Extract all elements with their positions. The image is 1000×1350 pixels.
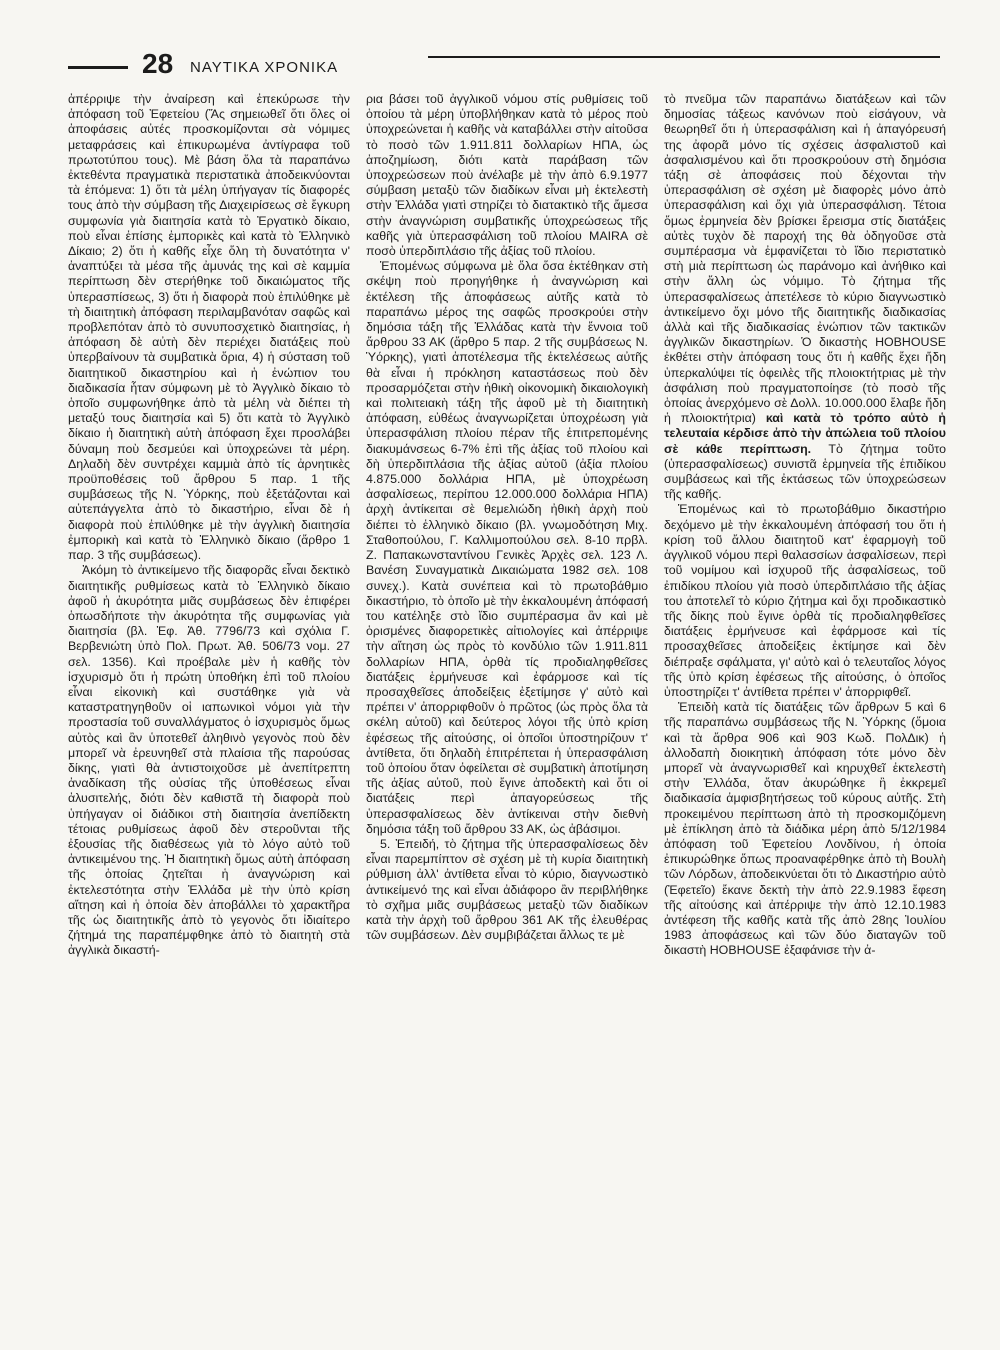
paragraph-text: Τὸ ζήτημα τοῦτο (ὑπερασφαλίσεως) συνιστᾶ ἑρμηνεία τῆς ἐπιδίκου συμβάσεως καὶ τῆς ἐκτάσεως τῶν ὑποχρεώσεων τῆς καθῆς.	[664, 441, 946, 502]
paragraph: Ἐπειδὴ κατὰ τίς διατάξεις τῶν ἄρθρων 5 καὶ 6 τῆς παραπάνω συμβάσεως τῆς Ν. Ὑόρκης (ὅμοια καὶ τὰ ἄρθρα 906 καὶ 903 Κωδ. ΠολΔικ) ἡ ἀλλοδαπὴ διοικητικὴ ἀπόφαση τότε μόνο δὲν μπορεῖ νὰ ἀναγνωρισθεῖ καὶ κηρυχθεῖ ἐκτελεστὴ στὴν Ἑλλάδα, ὅταν ἀκυρώθηκε ἢ ἐκκρεμεῖ διαδικασία ἀμφισβητήσεως τοῦ κύρους αὐτῆς. Στὴ προκειμένου περίπτωση ἀπὸ τὴ προσκομιζόμενη μὲ ἐπίκληση ἀπὸ τὰ διάδικα μέρη ἀπὸ 5/12/1984 ἀπόφαση τοῦ Ἐφετείου Λονδίνου, ἡ ὁποία ἐπικυρώθηκε ὅπως προαναφέρθηκε ἀπὸ τὴ Βουλὴ τῶν Λόρδων, ἀποδεικνύεται ὅτι τὸ Δικαστήριο αὐτὸ (Ἐφετεῖο) ἔκανε δεκτὴ τὴν ἀπὸ 22.9.1983 ἔφεση τῆς αἰτούσης καὶ ἀπέρριψε τὴν ἀπὸ 12.10.1983 ἀντέφεση τῆς καθῆς κατὰ τῆς ἀπὸ 28ης Ἰουλίου 1983 ἀποφάσεως καὶ τῶν δύο διαταγῶν τοῦ δικαστὴ HOBHOUSE ἐξαφάνισε τὴν ἀ-	[664, 700, 946, 958]
paragraph: Ἑπομένως σύμφωνα μὲ ὅλα ὅσα ἐκτέθηκαν στὴ σκέψη ποὺ προηγήθηκε ἡ ἀναγνώριση καὶ ἐκτέλεση τῆς ἀποφάσεως αὐτῆς κατὰ τὸ παραπάνω μέρος της σαφῶς προσκρούει στὴν δημόσια τάξη τῆς Ἑλλάδας κατὰ τὴν ἔννοια τοῦ ἄρθρου 33 ΑΚ (ἄρθρο 5 παρ. 2 τῆς συμβάσεως Ν. Ὑόρκης), γιατὶ ἀποτέλεσμα τῆς ἐκτελέσεως αὐτῆς θὰ εἶναι ἡ πρόκληση καταστάσεως ποὺ δὲν προσαρμόζεται στὴν ἠθικὴ οἰκονομικὴ δικαιολογικὴ καὶ πολιτειακὴ τάξη τῆς ἀφοῦ μὲ τὴ διαιτητικὴ ἀπόφαση, εὐθέως ἀναγνωρίζεται ὑποχρέωση γιὰ ὑπερασφάλιση πλοίου πέραν τῆς ἐπιτρεπομένης διακυμάνσεως 6-7% ἐπὶ τῆς ἀξίας τοῦ πλοίου καὶ δὴ ὑπερδιπλάσια τῆς ἀξίας αὐτοῦ (ἀξία πλοίου 4.875.000 δολλάρια ΗΠΑ, μὲ ὑποχρέωση ἀσφαλίσεως, περίπου 12.000.000 δολλάρια ΗΠΑ) ἀρχὴ ἀντίκειται σὲ θεμελιώδη ἠθικὴ ἀρχὴ ποὺ διέπει τὸ ἑλληνικὸ δίκαιο (βλ. γνωμοδότηση Μιχ. Σταθοπούλου, Γ. Καλλιμοπούλου σελ. 8-10 πρβλ. Ζ. Παπακωνσταντίνου Γενικὲς Ἀρχὲς σελ. 123 Λ. Βανέση Συναγματικὰ Δικαιώματα 1982 σελ. 108 συνεχ.). Κατὰ συνέπεια καὶ τὸ πρωτοβάθμιο δικαστήριο, τὸ ὁποῖο μὲ τὴν ἐκκαλουμένη ἀπόφασή του κατέληξε στὸ ἴδιο συμπέρασμα ἂν καὶ μὲ ὁρισμένες διαφορετικὲς αἰτιολογίες καὶ ἀπέρριψε τὴν αἴτηση ὡς πρὸς τὸ κονδύλιο τῶν 1.911.811 δολλαρίων ΗΠΑ, ὀρθὰ τίς προδιαληφθεῖσες διατάξεις ἑρμήνευσε καὶ ἐφάρμοσε καὶ τίς προσαχθεῖσες ἀποδείξεις ἐξετίμησε γ' αὐτὸ καὶ πρέπει ν' ἀπορριφθοῦν ὁ πρῶτος (ὡς πρὸς ὅλα τὰ σκέλη αὐτοῦ) καὶ δεύτερος λόγοι τῆς ὑπὸ κρίση ἐφέσεως τῆς αἰτούσης, οἱ ὁποῖοι ὑποστηρίζουν τ' ἀντίθετα, ὅτι δηλαδὴ ἐπιτρέπεται ἡ ὑπερασφάλιση τοῦ ὁποίου ὅταν ὀφείλεται σὲ συμβατικὴ ἀποτίμηση τῆς ἀξίας αὐτοῦ, ποὺ ἔγινε ἀποδεκτὴ καὶ ὅτι οἱ διατάξεις περὶ ἀπαγορεύσεως τῆς ὑπερασφαλίσεως δὲν ἀντίκειναι στὴν διεθνὴ δημόσια τάξη τοῦ ἄρθρου 33 ΑΚ, ὡς ἀβάσιμοι.	[366, 259, 648, 836]
column-3	[664, 92, 946, 1337]
paragraph	[664, 92, 946, 502]
paragraph: ρια βάσει τοῦ ἀγγλικοῦ νόμου στίς ρυθμίσεις τοῦ ὁποίου τὰ μέρη ὑποβλήθηκαν κατὰ τὸ μέρος ποὺ ὑποχρεώνεται ἡ καθῆς νὰ καταβάλλει στὴν αἰτοῦσα τὸ ποσὸ τῶν 1.911.811 δολλαρίων ΗΠΑ, ὡς ἀποζημίωση, διότι κατὰ παράβαση τῶν ὑποχρεώσεων ποὺ ἀνέλαβε μὲ τὴν ἀπὸ 6.9.1977 σύμβαση μεταξὺ τῶν διαδίκων εἶναι μὴ ἐκτελεστὴ στὴν Ἑλλάδα γιατὶ στηρίζει τὸ διατακτικὸ τῆς ἄμεσα στὴν ἀναγνώριση συμβατικῆς ὑποχρεώσεως τῆς καθῆς γιὰ ὑπερασφάλιση τοῦ πλοίου MAIRA σὲ ποσὸ ὑπερδιπλάσιο τῆς ἀξίας τοῦ πλοίου.	[366, 92, 648, 259]
paragraph-text: τὸ πνεῦμα τῶν παραπάνω διατάξεων καὶ τῶν δημοσίας τάξεως κανόνων ποὺ εἰσάγουν, νὰ θεωρηθεῖ ὅτι ἡ ὑπερασφάλιση καὶ ἡ ἀπαγόρευσή της ἀφορᾶ μόνο τίς σχέσεις ἀσφαλιστοῦ καὶ ἀσφαλισμένου καὶ ὅτι προσκρούουν στὴ δημόσια τάξη σὲ ἀποφάσεις ποὺ δέχονται τὴν ὑπερασφάλιση σὲ σχέση μὲ διαφορὲς μόνο ἀπὸ ὑπερασφάλιση καὶ ὄχι γιὰ ὑπερασφάλιση. Τέτοια ὅμως ἑρμηνεία δὲν βρίσκει ἔρεισμα στίς διατάξεις αὐτὲς τυχὸν δὲ παροχή της θὰ ὁδηγοῦσε στὰ συμπέρασμα νὰ ἐμφανίζεται τὸ ἴδιο περιστατικὸ στὴ μιὰ περίπτωση ὡς παράνομο καὶ ἀνήθικο καὶ στὴν ἄλλη ὡς νόμιμο. Τὸ ζήτημα τῆς ὑπερασφαλίσεως ἀπετέλεσε τὸ κύριο διαγνωστικὸ ἀντικείμενο ὄχι μόνο τῆς διαιτητικῆς διαδικασίας ἀλλὰ καὶ τῆς διαδικασίας ἐνώπιον τῶν τακτικῶν ἀγγλικῶν δικαστηρίων. Ὁ δικαστὴς HOBHOUSE ἐκθέτει στὴν ἀπόφαση τους ὅτι ἡ καθῆς ἔχει ἤδη ὑπερκαλύψει τίς ὀφειλὲς τῆς πλοιοκτήτριας μὲ τὴν ἀσφάλιση ποὺ πραγματοποίησε (τὸ ποσὸ τῆς ὁποίας ἀνερχόμενο σὲ Δολλ. 10.000.000 ἔλαβε ἤδη ἡ πλοιοκτήτρια)	[664, 92, 946, 426]
header-rule-right	[428, 56, 940, 58]
magazine-title: ΝΑΥΤΙΚΑ ΧΡΟΝΙΚΑ	[190, 59, 339, 76]
paragraph: ἀπέρριψε τὴν ἀναίρεση καὶ ἐπεκύρωσε τὴν ἀπόφαση τοῦ Ἐφετείου (Ἄς σημειωθεῖ ὅτι ὅλες οἱ ἀποφάσεις αὐτές προσκομίζονται σὰ νόμιμες μεταφράσεις καὶ ἐπικυρωμένα ἀντίγραφα τοῦ πρωτοτύπου τους). Μὲ βάση ὅλα τὰ παραπάνω ἐκτεθέντα πραγματικὰ περιστατικὰ ἀποδεικνύονται τὰ ἑπόμενα: 1) ὅτι τὰ μέλη ὑπήγαγαν τίς διαφορές τους ἀπὸ τὴν σύμβαση τῆς Διαχειρίσεως σὲ ἔγκυρη συμφωνία γιὰ διαιτησία κατὰ τὸ Ἐργατικὸ δίκαιο, ποὺ εἶναι ἐπίσης ἐμπορικὲς καὶ κατὰ τὸ Ἑλληνικὸ Δίκαιο; 2) ὅτι ἡ καθῆς εἶχε ὅλη τὴ δυνατότητα ν' ἀναπτύξει τὰ μέσα τῆς ἀμυνάς της καὶ σὲ καμμία περίπτωση δὲν στερήθηκε τοῦ δικαιώματος τῆς ὑπερασπίσεως, 3) ὅτι ἡ διαφορὰ ποὺ ἐπιλύθηκε μὲ τὴ διαιτητικὴ ἀπόφαση περιλαμβανόταν σαφῶς καὶ προβλεπόταν ἀπὸ τὸ συνυποσχετικὸ διαιτησίας, ἡ ἀπόφαση δὲ αὐτὴ δὲν περιέχει διατάξεις ποὺ ὑπερβαίνουν τὰ συμβατικὰ ὅρια, 4) ἡ σύσταση τοῦ διαιτητικοῦ δικαστηρίου καὶ ἡ ἐνώπιον του διαδικασία ἦταν σύμφωνη μὲ τὸ Ἀγγλικὸ δίκαιο τὸ ὁποῖο συμφωνήθηκε ἀπὸ τὰ μέλη νὰ διέπει τὴ μεταξύ τους διαιτησία καὶ 5) ὅτι κατὰ τὸ Ἀγγλικὸ δίκαιο ἡ διαιτητικὴ αὐτὴ ἀπόφαση ἔχει προσλάβει δύναμη ποὺ δεσμεύει καὶ ὑποχρεώνει τὰ μέρη. Δηλαδὴ δὲν συντρέχει καμμιὰ ἀπὸ τίς ἀρνητικὲς προϋποθέσεις τοῦ ἄρθρου 5 παρ. 1 τῆς συμβάσεως τῆς Ν. Ὑόρκης, ποὺ ἐξετάζονται καὶ αὐτεπάγγελτα ἀπὸ τὸ δικαστήριο, εἶναι δὲ ἡ διαφορὰ ποὺ ἐπιλύθηκε μὲ τὴν ἀγγλικὴ διαιτησία ἐμπορικὴ καὶ κατὰ τὸ Ἑλληνικὸ δίκαιο (ἄρθρο 1 παρ. 3 τῆς συμβάσεως).	[68, 92, 350, 563]
paragraph: Ἑπομένως καὶ τὸ πρωτοβάθμιο δικαστήριο δεχόμενο μὲ τὴν ἐκκαλουμένη ἀπόφασή του ὅτι ἡ κρίση τοῦ ἄλλου διαιτητοῦ κατ' ἐφαρμογὴ τοῦ ἀγγλικοῦ νόμου περὶ θαλασσίων ἀσφαλίσεων, περὶ τοῦ νομίμου καὶ ἰσχυροῦ τῆς ἀσφαλίσεως, τοῦ ἐπιδίκου πλοίου γιὰ ποσὸ ὑπερδιπλάσιο τῆς ἀξίας του ἀποτελεῖ τὸ κύριο ζήτημα καὶ ὄχι προδικαστικὸ τῆς δίκης ποὺ ἔγινε ὀρθὰ τίς προδιαληφθεῖσες διατάξεις ἑρμήνευσε καὶ ἐφάρμοσε καὶ τίς προσαχθεῖσες ἀποδείξεις ἐκτίμησε καὶ δὲν διέπραξε σφάλματα, γι' αὐτὸ καὶ ὁ τελευταῖος λόγος τῆς ὑπὸ κρίση ἐφέσεως τῆς αἰτούσης, ὁ ὁποῖος ὑποστηρίζει τ' ἀντίθετα πρέπει ν' ἀπορριφθεῖ.	[664, 502, 946, 699]
paragraph: Ἀκόμη τὸ ἀντικείμενο τῆς διαφορᾶς εἶναι δεκτικὸ διαιτητικῆς ρυθμίσεως κατὰ τὸ Ἑλληνικὸ δίκαιο ἀφοῦ ἡ ἀκυρότητα μιᾶς συμβάσεως δὲν ἐπιφέρει ὁπωσδήποτε τὴν ἀκυρότητα τῆς συμφωνίας γιὰ διαιτησία (βλ. Ἐφ. Ἀθ. 7796/73 καὶ σχόλια Γ. Βερβενιώτη ὑπὸ Πολ. Πρωτ. Ἀθ. 506/73 νομ. 27 σελ. 1356). Καὶ προέβαλε μὲν ἡ καθῆς τὸν ἰσχυρισμὸ ὅτι ἡ πρώτη ὑποθήκη ἐπὶ τοῦ πλοίου εἶναι εἰκονικὴ καὶ συστάθηκε γιὰ νὰ καταστρατηγηθοῦν οἱ ιαπωνικοὶ νόμοι γιὰ τὴν προστασία τοῦ συναλλάγματος ὁ ἰσχυρισμὸς ὅμως αὐτὸς καὶ ἂν ὑποτεθεῖ ἀληθινὸ γεγονὸς ποὺ δὲν μπορεῖ νὰ ἐρευνηθεῖ στὰ πλαίσια τῆς παρούσας δίκης, γιατὶ θὰ ἀντιστοιχοῦσε μὲ ἀνεπίτρεπτη ἀναδίκαση τῆς οὐσίας τῆς ὑποθέσεως εἶναι ἀλυσιτελής, διότι δὲν καθιστᾶ τὴ διαφορὰ ποὺ ὑπήγαγαν οἱ διάδικοι στὴ διαιτησία ἀνεπίδεκτη τέτοιας ρυθμίσεως ἀφοῦ δὲν στεροῦνται τῆς ἐξουσίας τῆς διαθέσεως γιὰ τὸ λόγο αὐτὸ τοῦ ἀντικειμένου της. Ἡ διαιτητικὴ ὅμως αὐτὴ ἀπόφαση τῆς ὁποίας ζητεῖται ἡ ἀναγνώριση καὶ ἐκτελεστότητα στὴν Ἑλλάδα μὲ τὴν ὑπὸ κρίση αἴτηση καὶ ἡ ὁποία δὲν ἀποβάλλει τὸ χαρακτῆρα τῆς ὡς διαιτητικῆς ἀπὸ τὸ γεγονὸς ὅτι ἰδιαίτερο ζήτημά της παραπέμφθηκε ἀπὸ τὸ διαιτητὴ στὰ ἀγγλικὰ δικαστή-	[68, 563, 350, 958]
header-rule-left	[68, 66, 128, 69]
column-2	[366, 92, 648, 1337]
paragraph: 5. Ἐπειδή, τὸ ζήτημα τῆς ὑπερασφαλίσεως δὲν εἶναι παρεμπίπτον σὲ σχέση μὲ τὴ κυρία διαιτητικὴ ρύθμιση ἀλλ' ἀντίθετα εἶναι τὸ κύριο, διαγνωστικὸ ἀντικείμενό της καὶ εἶναι ἀδιάφορο ἂν περιβλήθηκε τὸ σχῆμα μιᾶς συμβάσεως μεταξὺ τῶν διαδίκων κατὰ τὴν ἀρχὴ τοῦ ἄρθρου 361 ΑΚ τῆς ἐλευθέρας τῶν συμβάσεων. Δὲν συμβιβάζεται ἄλλως τε μὲ	[366, 836, 648, 943]
column-1	[68, 92, 350, 1337]
page-header	[68, 48, 940, 82]
bold-emphasis: καὶ κατὰ τὸ τρόπο αὐτὸ ἡ τελευταία κέρδισε ἀπὸ τὴν ἀπώλεια τοῦ πλοίου σὲ κάθε περίπτωση.	[664, 411, 946, 456]
page-number: 28	[142, 48, 174, 79]
article-body	[68, 92, 946, 1337]
